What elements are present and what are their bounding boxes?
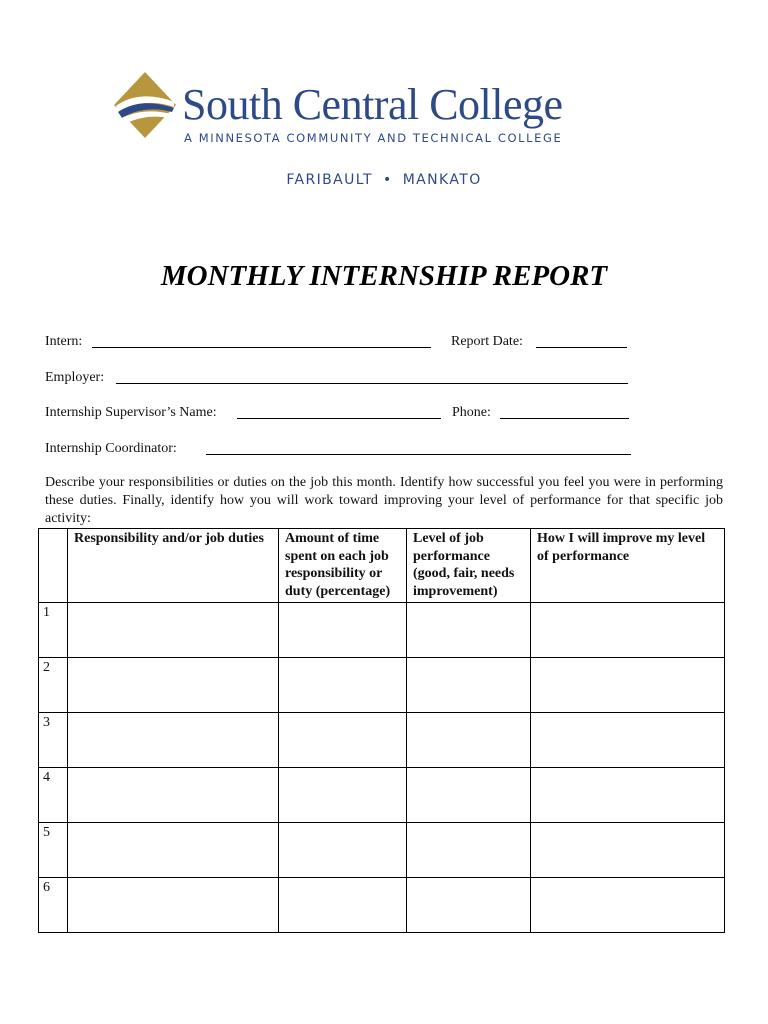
coordinator-label: Internship Coordinator: — [45, 441, 177, 456]
row-number: 2 — [39, 658, 68, 713]
employer-field[interactable] — [116, 368, 628, 384]
table-row — [39, 878, 725, 933]
coordinator-field[interactable] — [206, 439, 631, 455]
responsibility-cell[interactable] — [68, 603, 279, 658]
row-number: 5 — [39, 823, 68, 878]
improvement-cell[interactable] — [531, 658, 725, 713]
performance-level-cell[interactable] — [407, 603, 531, 658]
campus-mankato: MANKATO — [402, 172, 482, 188]
phone-label: Phone: — [452, 405, 491, 420]
report-date-field[interactable] — [536, 332, 627, 348]
row-number: 6 — [39, 878, 68, 933]
intern-label: Intern: — [45, 334, 83, 349]
table-row — [39, 768, 725, 823]
college-tagline: A MINNESOTA COMMUNITY AND TECHNICAL COLLEGE — [184, 131, 563, 145]
time-amount-cell[interactable] — [279, 658, 407, 713]
time-amount-cell[interactable] — [279, 713, 407, 768]
row-number: 1 — [39, 603, 68, 658]
improvement-cell[interactable] — [531, 713, 725, 768]
improvement-cell[interactable] — [531, 768, 725, 823]
phone-field[interactable] — [500, 403, 629, 419]
performance-level-cell[interactable] — [407, 823, 531, 878]
supervisor-field[interactable] — [237, 403, 441, 419]
table-header-row — [39, 529, 725, 603]
table-row — [39, 603, 725, 658]
intern-row — [45, 332, 635, 352]
time-amount-cell[interactable] — [279, 823, 407, 878]
campus-list — [0, 172, 768, 188]
header-time-amount: Amount of time spent on each job responsibility or duty (percentage) — [279, 529, 407, 603]
table-row — [39, 658, 725, 713]
performance-level-cell[interactable] — [407, 713, 531, 768]
performance-level-cell[interactable] — [407, 878, 531, 933]
header-number — [39, 529, 68, 603]
supervisor-row — [45, 403, 635, 423]
intern-field[interactable] — [92, 332, 431, 348]
campus-faribault: FARIBAULT — [286, 172, 374, 188]
table-row — [39, 713, 725, 768]
time-amount-cell[interactable] — [279, 878, 407, 933]
page-title: MONTHLY INTERNSHIP REPORT — [160, 260, 608, 292]
responsibility-cell[interactable] — [68, 878, 279, 933]
header-improvement: How I will improve my level of performance — [531, 529, 725, 603]
improvement-cell[interactable] — [531, 823, 725, 878]
row-number: 4 — [39, 768, 68, 823]
instructions-text: Describe your responsibilities or duties on the job this month. Identify how successful you feel you were in performing these duties. Finally, identify how you will work toward improving your level of performance for that specific job activity: — [45, 475, 723, 526]
college-logo-icon — [114, 72, 176, 138]
row-number: 3 — [39, 713, 68, 768]
report-date-label: Report Date: — [451, 334, 523, 349]
improvement-cell[interactable] — [531, 603, 725, 658]
college-name: South Central College — [182, 80, 563, 129]
duties-table — [38, 528, 725, 933]
improvement-cell[interactable] — [531, 878, 725, 933]
employer-row — [45, 368, 635, 388]
time-amount-cell[interactable] — [279, 603, 407, 658]
time-amount-cell[interactable] — [279, 768, 407, 823]
supervisor-label: Internship Supervisor’s Name: — [45, 405, 217, 420]
performance-level-cell[interactable] — [407, 658, 531, 713]
coordinator-row — [45, 439, 635, 459]
responsibility-cell[interactable] — [68, 823, 279, 878]
employer-label: Employer: — [45, 370, 105, 385]
header-responsibility: Responsibility and/or job duties — [68, 529, 279, 603]
responsibility-cell[interactable] — [68, 658, 279, 713]
responsibility-cell[interactable] — [68, 768, 279, 823]
header-performance-level: Level of job performance (good, fair, needs improvement) — [407, 529, 531, 603]
responsibility-cell[interactable] — [68, 713, 279, 768]
campus-separator: • — [383, 172, 393, 188]
performance-level-cell[interactable] — [407, 768, 531, 823]
table-row — [39, 823, 725, 878]
